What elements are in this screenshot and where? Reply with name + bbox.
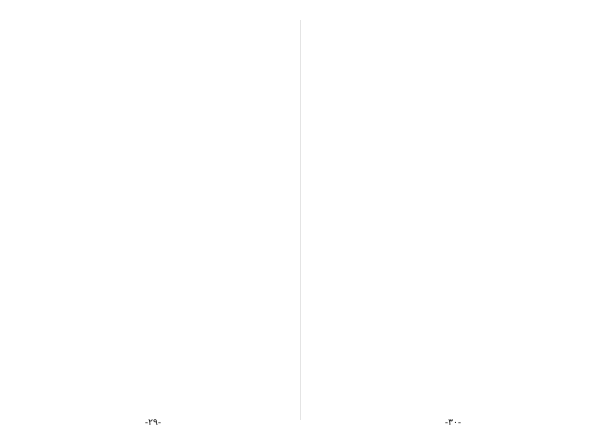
left-page-body xyxy=(10,40,296,408)
left-page-number: -٢٩- xyxy=(144,418,162,428)
right-page xyxy=(308,0,598,437)
right-page-number: -٣٠- xyxy=(444,418,462,428)
left-page xyxy=(8,0,298,437)
right-page-body xyxy=(310,40,596,408)
page-gutter xyxy=(300,20,301,420)
